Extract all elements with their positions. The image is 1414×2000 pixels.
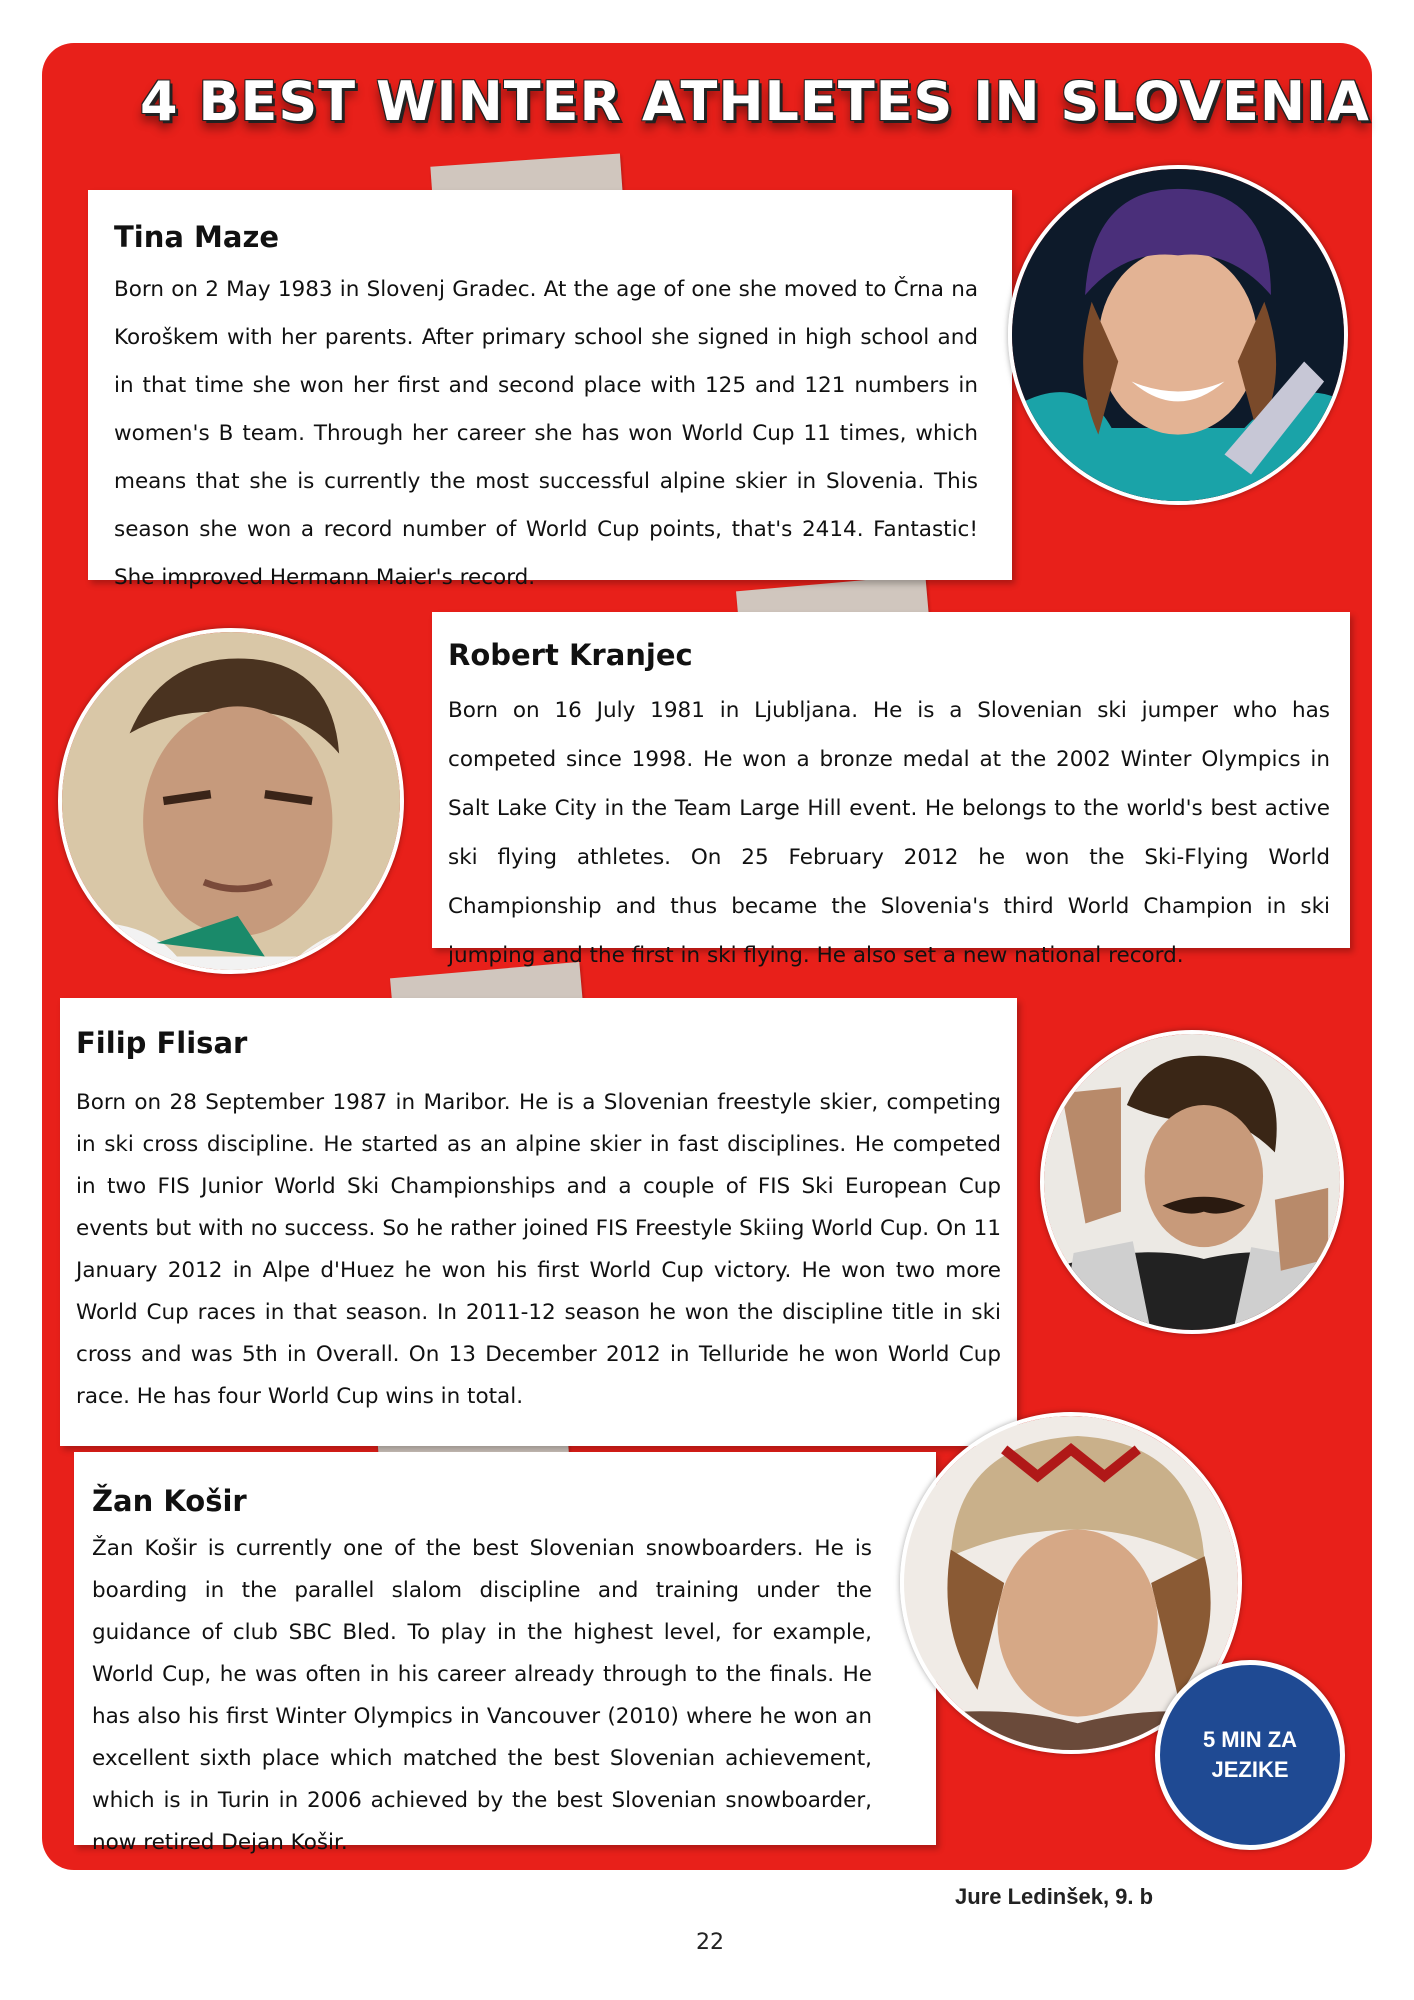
filip-flisar-photo: [1040, 1030, 1344, 1334]
athlete-name: Žan Košir: [92, 1484, 247, 1518]
athlete-bio: Born on 28 September 1987 in Maribor. He is a Slovenian freestyle skier, competing in ski cross discipline. He started as an alpine skier in fast disciplines. He competed in two FIS Junior World Ski Championships and a couple of FIS Ski European Cup events but with no success. So he rather joined FIS Freestyle Skiing World Cup. On 11 January 2012 in Alpe d'Huez he won his first World Cup victory. He won two more World Cup races in that season. In 2011-12 season he won the discipline title in ski cross and was 5th in Overall. On 13 December 2012 in Telluride he won World Cup race. He has four World Cup wins in total.: [76, 1090, 1001, 1409]
page-title: 4 BEST WINTER ATHLETES IN SLOVENIA: [140, 70, 1370, 133]
author-credit: Jure Ledinšek, 9. b: [955, 1884, 1154, 1909]
athlete-name: Tina Maze: [114, 220, 280, 254]
athlete-bio: Žan Košir is currently one of the best Slovenian snowboarders. He is boarding in the parallel slalom discipline and training under the guidance of club SBC Bled. To play in the highest level, for example, World Cup, he was often in his career already through to the finals. He has also his first Winter Olympics in Vancouver (2010) where he won an excellent sixth place which matched the best Slovenian achievement, which is in Turin in 2006 achieved by the best Slovenian snowboarder, now retired Dejan Košir.: [92, 1536, 872, 1855]
badge-line-1: 5 MIN ZA: [1202, 1727, 1298, 1752]
page-number: 22: [696, 1930, 724, 1955]
athlete-card-tina-maze: [88, 190, 1012, 590]
athlete-name: Robert Kranjec: [448, 638, 693, 672]
athlete-bio: Born on 16 July 1981 in Ljubljana. He is a Slovenian ski jumper who has competed since 1998. He won a bronze medal at the 2002 Winter Olympics in Salt Lake City in the Team Large Hill event. He belongs to the world's best active ski flying athletes. On 25 February 2012 he won the Ski-Flying World Championship and thus became the Slovenia's third World Champion in ski jumping and the first in ski flying. He also set a new national record.: [448, 698, 1330, 968]
athlete-card-filip-flisar: [60, 998, 1017, 1446]
tina-maze-photo: [1008, 165, 1348, 505]
section-badge: [1155, 1660, 1345, 1850]
robert-kranjec-photo: [58, 628, 404, 974]
athlete-bio: Born on 2 May 1983 in Slovenj Gradec. At the age of one she moved to Črna na Koroškem with her parents. After primary school she signed in high school and in that time she won her first and second place with 125 and 121 numbers in women's B team. Through her career she has won World Cup 11 times, which means that she is currently the most successful alpine skier in Slovenia. This season she won a record number of World Cup points, that's 2414. Fantastic! She improved Hermann Maier's record.: [114, 277, 978, 590]
athlete-name: Filip Flisar: [76, 1026, 248, 1060]
athlete-card-robert-kranjec: [432, 612, 1350, 968]
badge-line-2: JEZIKE: [1211, 1757, 1289, 1782]
athlete-card-zan-kosir: [74, 1452, 936, 1855]
